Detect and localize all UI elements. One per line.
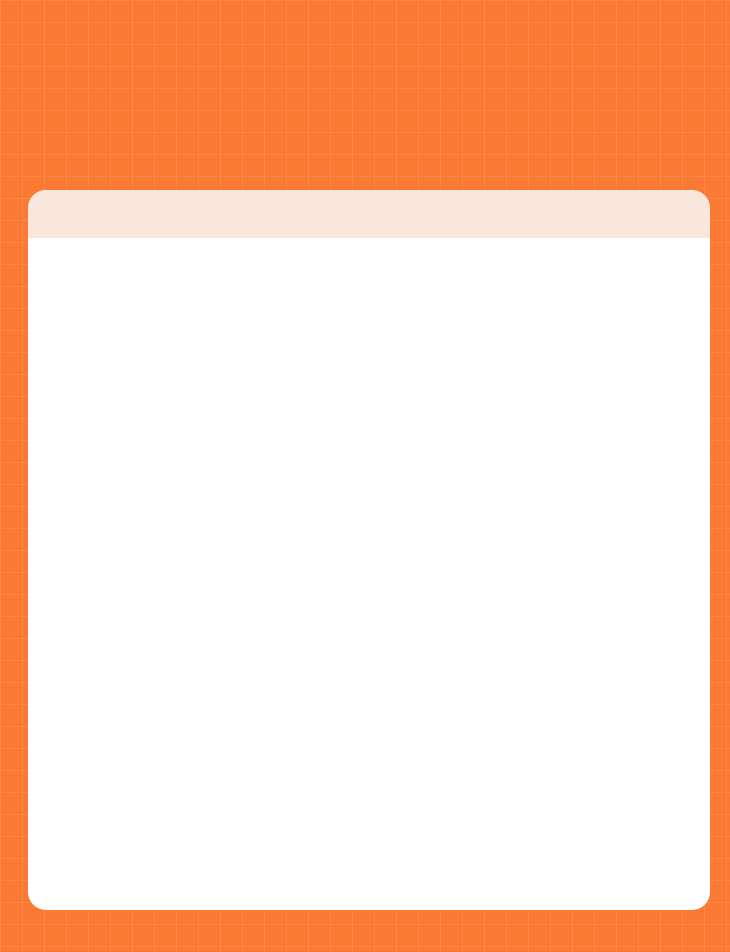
- header-code: [224, 190, 396, 238]
- strain-table: [28, 190, 710, 910]
- header-effect: [396, 190, 710, 238]
- header-strain: [28, 190, 224, 238]
- table-header: [28, 190, 710, 238]
